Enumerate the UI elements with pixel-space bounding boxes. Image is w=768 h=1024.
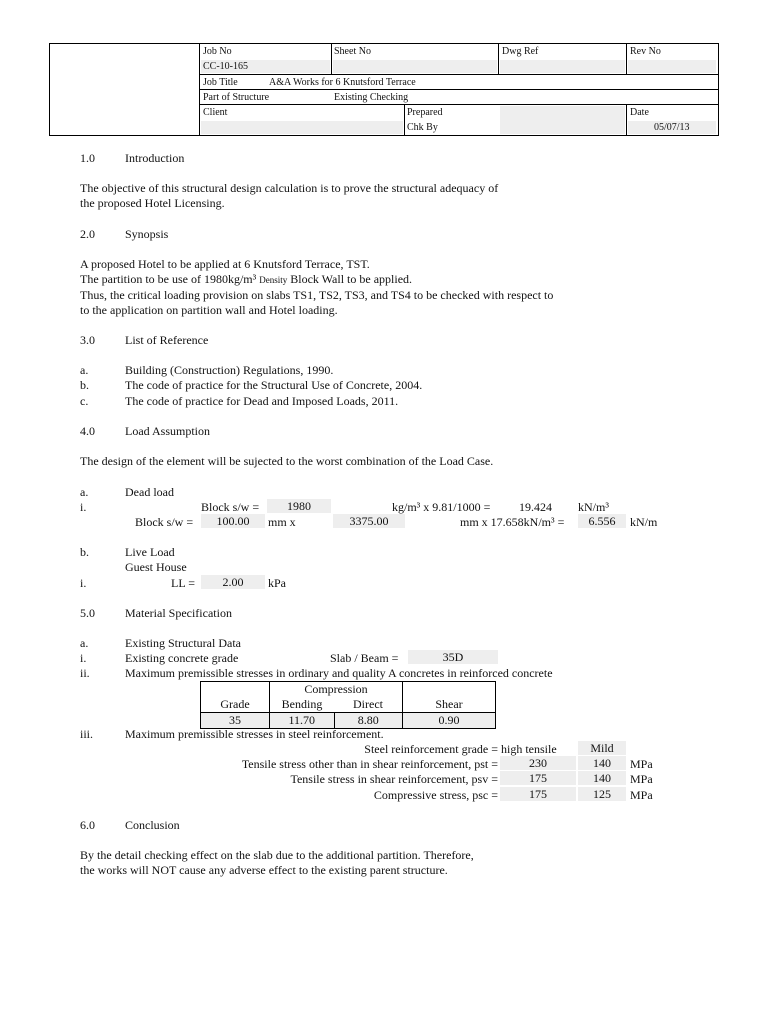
unit-text: mm x 17.658kN/m³ = xyxy=(460,515,565,529)
rev-no-label: Rev No xyxy=(630,46,661,57)
title-block-rule xyxy=(199,104,718,105)
mild-header: Mild xyxy=(578,741,626,755)
unit-text: kPa xyxy=(268,576,286,590)
block-label: Block s/w = xyxy=(201,500,260,514)
unit-text: MPa xyxy=(630,757,653,771)
reference-mark: a. xyxy=(80,363,89,377)
stress-mild-value: 140 xyxy=(578,756,626,770)
item-mark: ii. xyxy=(80,666,90,680)
subsection-title: Existing Structural Data xyxy=(125,636,241,650)
section-number: 5.0 xyxy=(80,606,95,620)
high-tensile-header: high tensile xyxy=(501,742,557,756)
paragraph: By the detail checking effect on the slab due to the additional partition. Therefore, xyxy=(80,848,474,862)
direct-cell: 8.80 xyxy=(334,713,403,729)
part-value: Existing Checking xyxy=(334,92,409,103)
prepared-field xyxy=(500,106,625,134)
chk-by-label: Chk By xyxy=(407,122,438,133)
section-title: Conclusion xyxy=(125,818,180,832)
title-block-rule xyxy=(498,43,499,74)
item-mark: b. xyxy=(80,545,89,559)
stress-ht-value: 175 xyxy=(500,787,576,801)
section-title: Synopsis xyxy=(125,227,169,241)
date-label: Date xyxy=(630,107,649,118)
unit-text: MPa xyxy=(630,788,653,802)
part-label: Part of Structure xyxy=(203,92,270,103)
stress-label: Tensile stress other than in shear reinforcement, pst = xyxy=(241,757,498,771)
section-number: 3.0 xyxy=(80,333,95,347)
paragraph: The design of the element will be sujected to the worst combination of the Load Case. xyxy=(80,454,494,468)
paragraph: The partition to be use of 1980kg/m³ Density Block Wall to be applied. xyxy=(80,272,413,286)
stress-ht-value: 230 xyxy=(500,756,576,770)
block-result-unit: kN/m³ xyxy=(578,500,609,514)
wall-load-result: 6.556 xyxy=(578,514,626,528)
slab-grade-value: 35D xyxy=(408,650,498,664)
job-no-value: CC-10-165 xyxy=(203,61,248,72)
section-title: Material Specification xyxy=(125,606,232,620)
reference-item: Building (Construction) Regulations, 1990. xyxy=(125,363,334,377)
grade-header: Grade xyxy=(201,697,270,713)
job-no-label: Job No xyxy=(203,46,232,57)
paragraph: A proposed Hotel to be applied at 6 Knutsford Terrace, TST. xyxy=(80,257,370,271)
job-title-label: Job Title xyxy=(203,77,238,88)
stress-ht-value: 175 xyxy=(500,771,576,785)
item-mark: iii. xyxy=(80,727,94,741)
concrete-stress-table xyxy=(200,681,496,729)
block-unit: kg/m³ x 9.81/1000 = xyxy=(392,500,491,514)
stress-label: Tensile stress in shear reinforcement, psv = xyxy=(290,772,498,786)
grade-cell: 35 xyxy=(201,713,270,729)
prepared-label: Prepared xyxy=(407,107,443,118)
item-mark: a. xyxy=(80,636,89,650)
title-block-rule xyxy=(331,43,332,74)
reference-item: The code of practice for the Structural Use of Concrete, 2004. xyxy=(125,378,423,392)
section-number: 4.0 xyxy=(80,424,95,438)
reference-mark: b. xyxy=(80,378,89,392)
dwg-ref-label: Dwg Ref xyxy=(502,46,539,57)
shear-header: Shear xyxy=(403,697,496,713)
stress-label: Compressive stress, psc = xyxy=(373,788,498,802)
sheet-no-field xyxy=(333,60,497,73)
unit-text: kN/m xyxy=(630,515,658,529)
paragraph: the works will NOT cause any adverse effect to the existing parent structure. xyxy=(80,863,448,877)
reference-item: The code of practice for Dead and Imposed Loads, 2011. xyxy=(125,394,399,408)
unit-text: MPa xyxy=(630,772,653,786)
section-number: 6.0 xyxy=(80,818,95,832)
date-value: 05/07/13 xyxy=(654,122,690,133)
title-block-rule xyxy=(199,74,718,75)
title-block-rule xyxy=(199,89,718,90)
section-title: Introduction xyxy=(125,151,185,165)
item-mark: i. xyxy=(80,500,87,514)
steel-grade-label: Steel reinforcement grade = xyxy=(364,742,498,756)
paragraph: Thus, the critical loading provision on slabs TS1, TS2, TS3, and TS4 to be checked with respect to xyxy=(80,288,554,302)
bending-header: Bending xyxy=(270,697,335,713)
item-text: Maximum premissible stresses in steel reinforcement. xyxy=(125,727,384,741)
subsection-title: Dead load xyxy=(125,485,174,499)
item-text: Existing concrete grade xyxy=(125,651,239,665)
slab-label: Slab / Beam = xyxy=(330,651,399,665)
paragraph: The objective of this structural design calculation is to prove the structural adequacy of xyxy=(80,181,499,195)
item-mark: i. xyxy=(80,576,87,590)
wall-thickness-value: 100.00 xyxy=(201,514,265,528)
paragraph: the proposed Hotel Licensing. xyxy=(80,196,225,210)
ll-value: 2.00 xyxy=(201,575,265,589)
client-field xyxy=(201,121,403,134)
live-load-category: Guest House xyxy=(125,560,187,574)
section-number: 1.0 xyxy=(80,151,95,165)
direct-header: Direct xyxy=(334,697,403,713)
paragraph: to the application on partition wall and Hotel loading. xyxy=(80,303,338,317)
dwg-ref-field xyxy=(500,60,625,73)
title-block-rule xyxy=(404,104,405,135)
wall-height-value: 3375.00 xyxy=(333,514,405,528)
sheet-no-label: Sheet No xyxy=(334,46,371,57)
title-block-rule xyxy=(626,104,627,135)
ll-label: LL = xyxy=(171,576,195,590)
bending-cell: 11.70 xyxy=(270,713,335,729)
item-mark: a. xyxy=(80,485,89,499)
job-title-value: A&A Works for 6 Knutsford Terrace xyxy=(269,77,416,88)
rev-no-field xyxy=(628,60,716,73)
section-title: Load Assumption xyxy=(125,424,211,438)
compression-header: Compression xyxy=(270,682,403,698)
subsection-title: Live Load xyxy=(125,545,175,559)
block-density-value: 1980 xyxy=(267,499,331,513)
unit-text: mm x xyxy=(268,515,296,529)
block-label: Block s/w = xyxy=(135,515,194,529)
section-title: List of Reference xyxy=(125,333,209,347)
reference-mark: c. xyxy=(80,394,89,408)
item-mark: i. xyxy=(80,651,87,665)
shear-cell: 0.90 xyxy=(403,713,496,729)
stress-mild-value: 125 xyxy=(578,787,626,801)
item-text: Maximum premissible stresses in ordinary and quality A concretes in reinforced concrete xyxy=(125,666,553,680)
block-result: 19.424 xyxy=(519,500,552,514)
section-number: 2.0 xyxy=(80,227,95,241)
stress-mild-value: 140 xyxy=(578,771,626,785)
client-label: Client xyxy=(203,107,228,118)
title-block-rule xyxy=(626,43,627,74)
